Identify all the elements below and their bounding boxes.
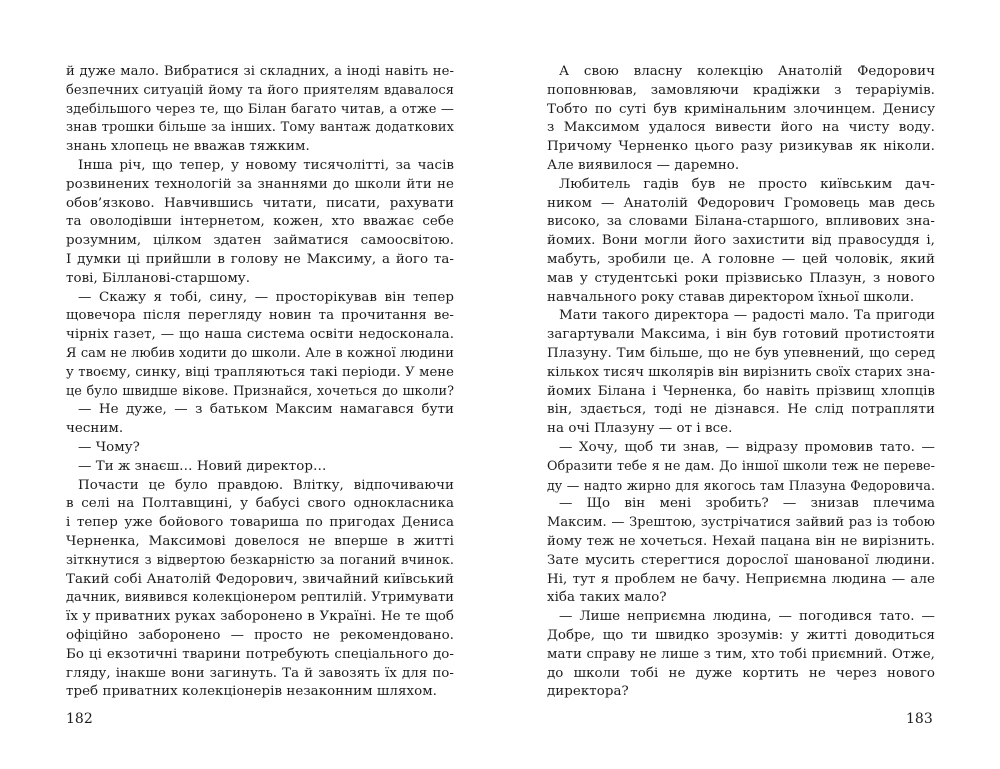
- right-line-19: він, здається, тоді не дізнався. Не слід потрапляти: [547, 402, 935, 418]
- right-line-32: мати справу не лише з тим, хто тобі приємний. Отже,: [547, 646, 935, 662]
- right-line-16: Плазуну. Тим більше, що не був упевнений, що серед: [547, 346, 935, 361]
- left-line-28: Такий собі Анатолій Федорович, звичайний київський: [66, 571, 454, 587]
- right-line-24: — Що він мені зробить? — знизав плечима: [559, 496, 935, 512]
- left-line-3: здебільшого через те, що Білан багато читав, а отже —: [66, 101, 454, 117]
- right-line-3: Тобто по суті був кримінальним злочинцем. Денису: [547, 101, 935, 117]
- right-line-1: А свою власну колекцію Анатолій Федорович: [559, 64, 935, 79]
- right-line-33: до школи тобі не дуже кортить не через нового: [547, 665, 935, 681]
- left-line-18: це було швидше вікове. Признайся, хочеться до школи?: [66, 383, 454, 399]
- left-line-21: — Чому?: [78, 440, 140, 455]
- left-line-24: в селі на Полтавщині, у бабусі свого однокласника: [66, 496, 454, 512]
- right-line-17: кількох тисяч школярів він вирізнить своїх старих зна-: [547, 364, 935, 380]
- right-line-27: Зате мусить стерегтися дорослої шанованої людини.: [547, 552, 935, 568]
- right-page-number: 183: [906, 711, 933, 727]
- right-line-9: високо, за словами Білана-старшого, впливових зна-: [547, 214, 935, 230]
- right-line-2: поповнював, замовляючи крадіжки з тераріумів.: [547, 82, 935, 98]
- left-line-5: знань хлопець не вважав тяжким.: [66, 139, 310, 155]
- right-line-15: загартували Максима, і він був готовий протистояти: [547, 327, 935, 343]
- right-line-11: мабуть, зробили це. А головне — цей чоловік, який: [547, 252, 935, 267]
- right-line-30: — Лише неприємна людина, — погодився тато. —: [559, 609, 935, 625]
- right-line-29: хіба таких мало?: [547, 590, 667, 606]
- left-line-10: розумним, цілком здатен займатися самоосвітою.: [66, 233, 454, 249]
- right-line-6: Але виявилося — даремно.: [547, 158, 740, 173]
- right-line-23: ду — надто жирно для якогось там Плазуна Федоровича.: [547, 477, 935, 493]
- left-line-22: — Ти ж знаєш… Новий директор…: [78, 458, 327, 474]
- left-line-19: — Не дуже, — з батьком Максим намагався бути: [78, 402, 454, 418]
- left-line-13: — Скажу я тобі, сину, — просторікував він тепер: [78, 289, 454, 305]
- left-line-2: безпечних ситуацій йому та його приятелям вдавалося: [66, 82, 454, 98]
- left-line-1: й дуже мало. Вибратися зі складних, а іноді навіть не-: [66, 64, 454, 79]
- right-line-8: ником — Анатолій Федорович Громовець мав десь: [547, 195, 935, 211]
- left-line-17: у твоєму, синку, віці трапляються такі періоди. У мене: [66, 364, 454, 380]
- left-line-31: офіційно заборонено — просто не рекомендовано.: [66, 628, 454, 643]
- left-line-29: дачник, виявився колекціонером рептилій. Утримувати: [66, 590, 454, 606]
- left-line-34: треб приватних колекціонерів незаконним шляхом.: [66, 684, 437, 700]
- left-line-16: Я сам не любив ходити до школи. Але в кожної людини: [66, 346, 454, 361]
- left-line-32: Бо ці екзотичні тварини потребують спеціального до-: [66, 646, 454, 662]
- left-line-11: І думки ці прийшли в голову не Максиму, а його та-: [66, 252, 454, 267]
- left-line-30: їх у приватних руках заборонено в Україні. Не те щоб: [66, 609, 454, 625]
- left-line-27: зіткнутися з відвертою безкарністю за поганий вчинок.: [66, 552, 454, 568]
- left-line-33: гляду, інакше вони загинуть. Та й завозять їх для по-: [66, 665, 454, 681]
- left-line-14: щовечора після перегляду новин та прочитання ве-: [66, 308, 454, 324]
- right-line-13: навчального року ставав директором їхньої школи.: [547, 289, 915, 305]
- right-line-10: йомих. Вони могли його захистити від правосуддя і,: [547, 233, 935, 249]
- right-line-28: Ні, тут я проблем не бачу. Неприємна людина — але: [547, 571, 935, 587]
- left-line-4: знав трошки більше за інших. Тому вантаж додаткових: [66, 120, 454, 136]
- right-line-12: мав у студентські роки прізвисько Плазун, з нового: [547, 270, 935, 286]
- right-line-21: — Хочу, щоб ти знав, — відразу промовив тато. —: [559, 440, 935, 455]
- right-line-31: Добре, що ти швидко зрозумів: у житті доводиться: [547, 628, 935, 643]
- left-line-9: та оволодівши інтернетом, кожен, хто вважає себе: [66, 214, 454, 230]
- right-line-4: з Максимом удалося вивести його на чисту воду.: [547, 120, 935, 136]
- left-line-12: тові, Білланові-старшому.: [66, 270, 251, 286]
- left-page: [66, 63, 454, 713]
- right-line-26: йому теж не хочеться. Нехай пацана він не вирізнить.: [547, 534, 935, 549]
- left-line-26: Черненка, Максимові довелося не вперше в житті: [66, 534, 454, 549]
- left-line-8: обов’язково. Навчившись читати, писати, рахувати: [66, 195, 454, 211]
- left-line-25: і тепер уже бойового товариша по пригодах Дениса: [66, 515, 454, 531]
- right-line-7: Любитель гадів був не просто київським дач-: [559, 176, 935, 192]
- left-page-number: 182: [66, 711, 93, 727]
- right-line-22: Образити тебе я не дам. До іншої школи теж не переве-: [547, 458, 935, 474]
- right-line-5: Причому Черненко цього разу ризикував як ніколи.: [547, 139, 935, 155]
- right-line-34: директора?: [547, 684, 629, 700]
- right-line-14: Мати такого директора — радості мало. Та пригоди: [559, 308, 935, 324]
- right-line-20: на очі Плазуну — от і все.: [547, 421, 733, 437]
- right-line-25: Максим. — Зрештою, зустрічатися зайвий раз із тобою: [547, 515, 935, 531]
- left-line-23: Почасти це було правдою. Влітку, відпочиваючи: [78, 477, 454, 493]
- right-line-18: йомих Білана і Черненка, бо навіть прізвищ хлопців: [547, 383, 935, 399]
- left-line-6: Інша річ, що тепер, у новому тисячолітті, за часів: [78, 158, 454, 173]
- left-line-7: розвинених технологій за знаннями до школи йти не: [66, 176, 454, 192]
- right-page: [547, 63, 935, 713]
- left-line-20: чесним.: [66, 421, 124, 437]
- left-line-15: чірніх газет, — що наша система освіти недосконала.: [66, 327, 454, 343]
